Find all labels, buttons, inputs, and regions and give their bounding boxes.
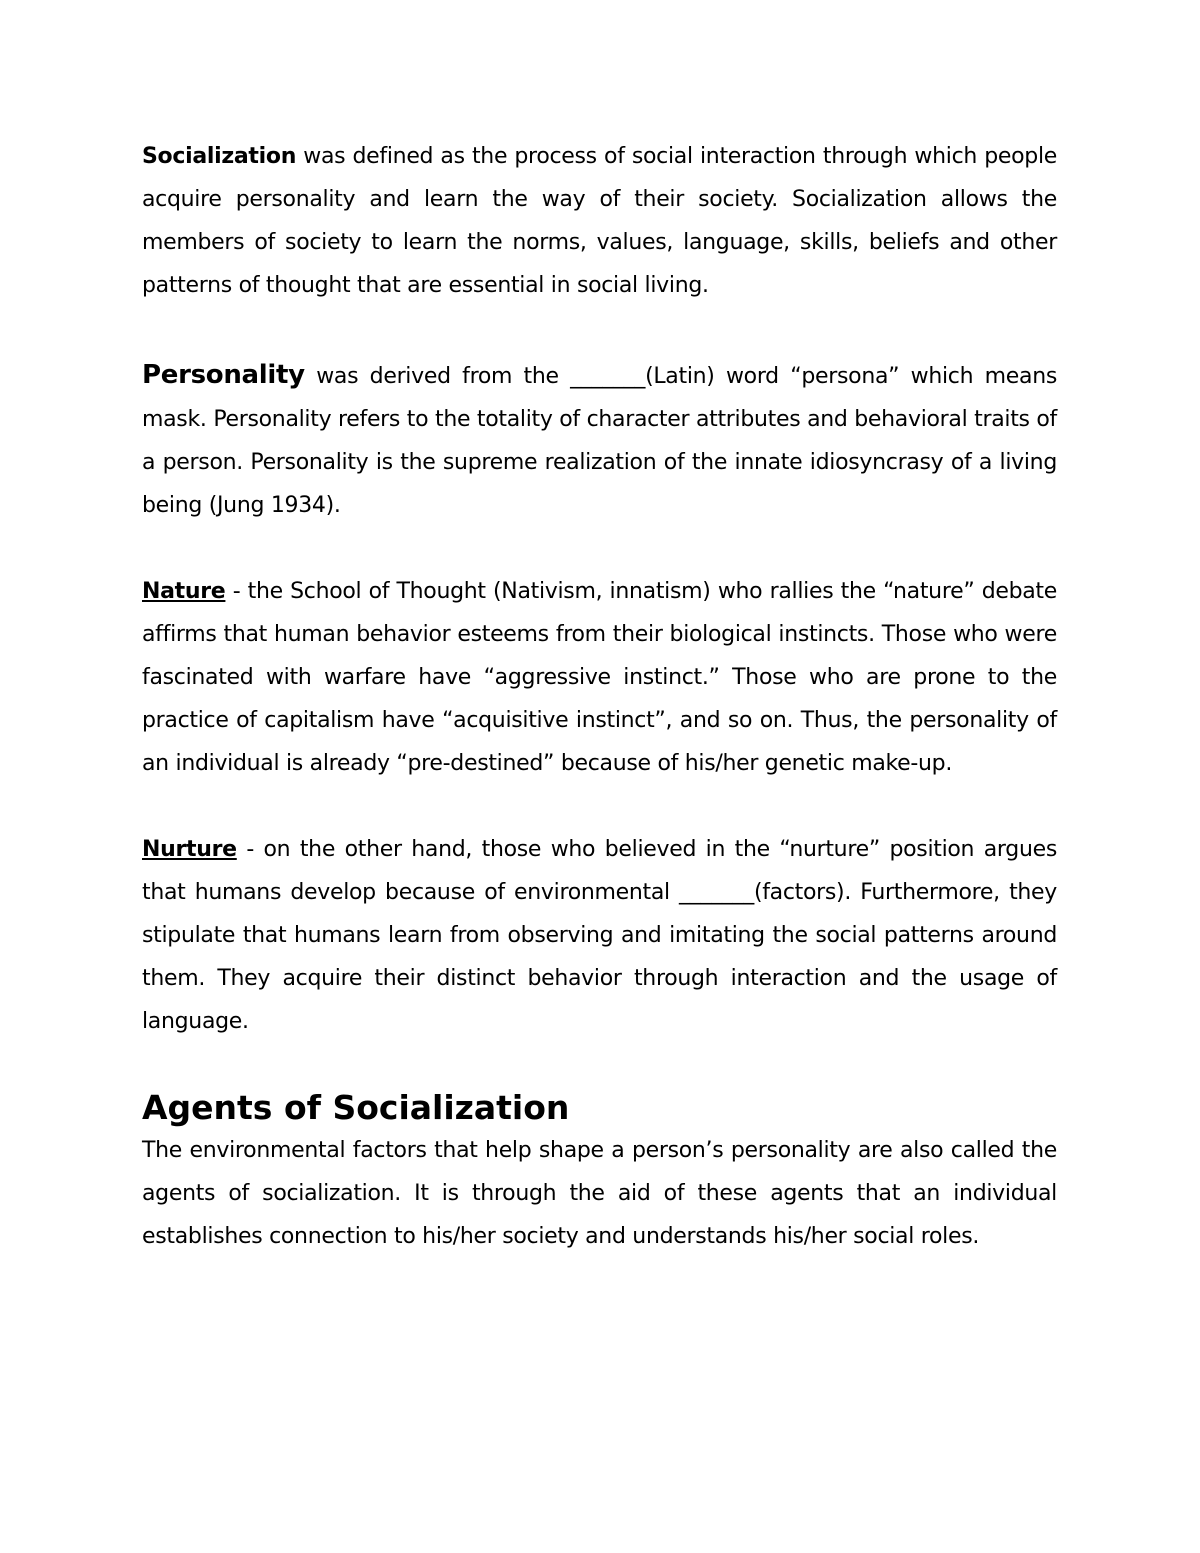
nurture-paragraph bbox=[142, 828, 1057, 1043]
spacer bbox=[142, 527, 1057, 570]
agents-paragraph: The environmental factors that help shape a person’s personality are also called the agents of socialization. It is through the aid of these agents that an individual establishes connection to his/her society and understands his/her social roles. bbox=[142, 1138, 1057, 1249]
nature-paragraph bbox=[142, 570, 1057, 785]
spacer bbox=[142, 307, 1057, 354]
socialization-term: Socialization bbox=[142, 144, 297, 169]
personality-text: was derived from the _______(Latin) word “persona” which means mask. Personality refers to the totality of character attributes and behavioral traits of a person. Personality is the supreme realization of the innate idiosyncrasy of a living being (Jung 1934). bbox=[142, 364, 1057, 518]
agents-heading: Agents of Socialization bbox=[142, 1088, 570, 1127]
socialization-text: was defined as the process of social interaction through which people acquire personality and learn the way of their society. Socialization allows the members of society to learn the norms, values, language, skills, beliefs and other patterns of thought that are essential in social living. bbox=[142, 144, 1057, 298]
spacer bbox=[142, 1043, 1057, 1086]
document-page bbox=[142, 135, 1057, 1258]
nature-text: - the School of Thought (Nativism, innatism) who rallies the “nature” debate affirms that human behavior esteems from their biological instincts. Those who were fascinated with warfare have “aggressive instinct.” Those who are prone to the practice of capitalism have “acquisitive instinct”, and so on. Thus, the personality of an individual is already “pre-destined” because of his/her genetic make-up. bbox=[142, 579, 1057, 776]
nature-term: Nature bbox=[142, 579, 226, 604]
nurture-term: Nurture bbox=[142, 837, 237, 862]
personality-term: Personality bbox=[142, 360, 305, 390]
nurture-text: - on the other hand, those who believed in the “nurture” position argues that humans develop because of environmental _______(factors). Furthermore, they stipulate that humans learn from observing and imitating the social patterns around them. They acquire their distinct behavior through interaction and the usage of language. bbox=[142, 837, 1057, 1034]
socialization-paragraph bbox=[142, 135, 1057, 307]
spacer bbox=[142, 785, 1057, 828]
personality-paragraph bbox=[142, 354, 1057, 527]
